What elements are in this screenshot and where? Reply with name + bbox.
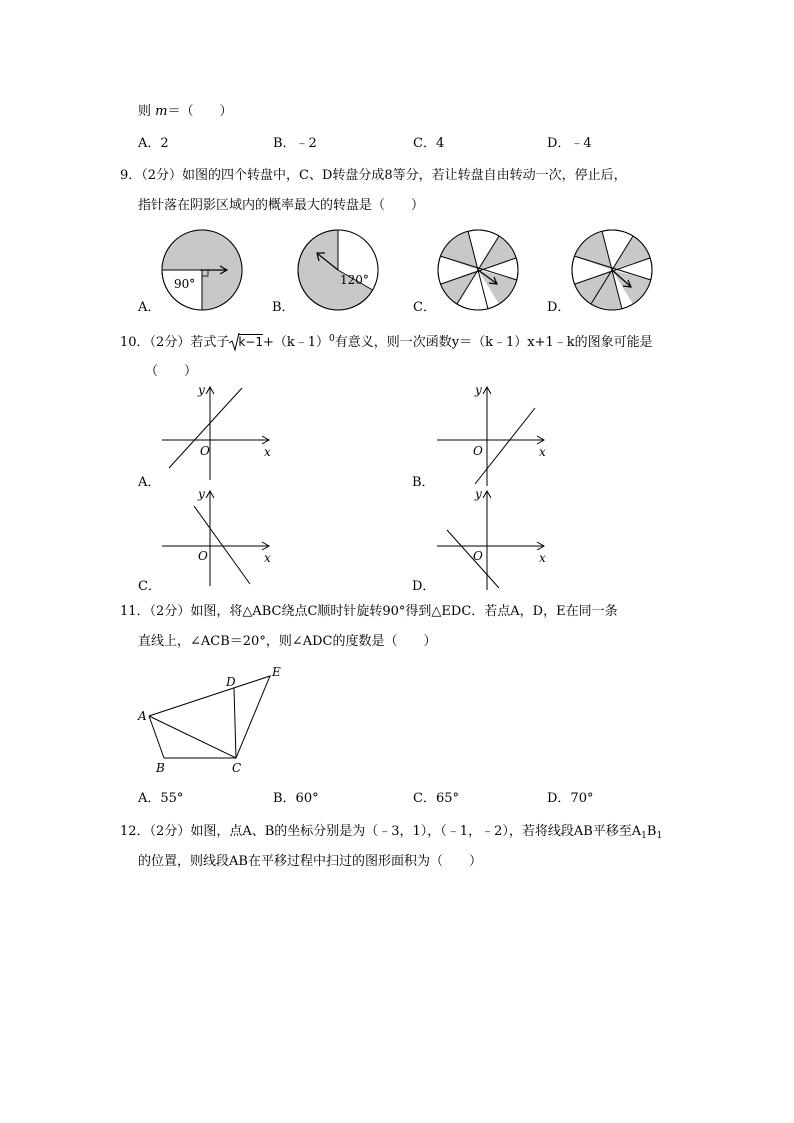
q10-graph-d [435,486,550,591]
point-d-label: D [226,675,236,689]
q11-stem-line1: 11．（2分）如图，将△ABC绕点C顺时针旋转90°得到△EDC．若点A，D，E在同一条 [120,604,618,619]
q8-option-b: B．﹣2 [273,136,317,151]
q9-option-d: D． [547,300,571,315]
q10-option-d: D． [412,579,436,594]
point-e-label: E [272,665,281,679]
q8-option-a: A．2 [138,136,169,151]
spinner-b [296,228,382,314]
spinner-c [436,228,522,314]
q9-option-b: B． [272,300,295,315]
q11-option-c: C．65° [413,791,459,806]
x-axis-label: x [539,551,546,565]
q10-stem-line2: （ ） [145,364,198,379]
q10-stem-line1: 10．（2分）若式子 k−1+（k﹣1）$^0$有意义，则一次函数y＝（k﹣1）x+1﹣k的图象可能是 [120,334,653,350]
q10-option-c: C． [138,579,161,594]
q11-option-b: B．60° [273,791,319,806]
q12-stem-line2: 的位置，则线段AB在平移过程中扫过的图形面积为（ ） [138,854,482,869]
sqrt-sign-icon [229,332,239,352]
x-axis-label: x [264,445,271,459]
x-axis-label: x [264,551,271,565]
q8-option-c: C．4 [413,136,445,151]
point-b-label: B [156,761,165,775]
q11-rotation-figure [134,662,294,782]
q8-option-d: D．﹣4 [547,136,592,151]
origin-label: O [200,444,210,458]
y-axis-label: y [475,383,482,397]
origin-label: O [473,444,483,458]
q9-option-a: A． [138,300,161,315]
q11-stem-line2: 直线上，∠ACB＝20°，则∠ADC的度数是（ ） [138,634,437,649]
spinner-a-angle-label: 90° [174,277,196,291]
x-axis-label: x [539,445,546,459]
point-c-label: C [232,761,242,775]
y-axis-label: y [475,487,482,501]
y-axis-label: y [198,383,205,397]
q12-stem-line1: 12．（2分）如图，点A、B的坐标分别是为（﹣3，1），（﹣1，﹣2），若将线段AB平移至$A_1B_1$ [120,824,663,841]
q8-stem-tail: 则 m＝（ ） [138,104,233,119]
origin-label: O [198,549,208,563]
origin-label: O [473,549,483,563]
q10-graph-c [160,486,275,586]
q9-stem-line1: 9．（2分）如图的四个转盘中，C、D转盘分成8等分，若让转盘自由转动一次，停止后， [120,168,627,183]
spinner-a [160,228,246,314]
q9-stem-line2: 指针落在阴影区域内的概率最大的转盘是（ ） [138,198,425,213]
q10-graph-b [435,382,550,487]
spinner-b-angle-label: 120° [340,273,369,287]
q11-option-a: A．55° [138,791,184,806]
q10-option-a: A． [138,475,161,490]
q10-option-b: B． [412,475,435,490]
point-a-label: A [138,709,147,723]
spinner-d [570,228,656,314]
q10-graph-a [160,382,275,482]
y-axis-label: y [198,487,205,501]
q11-option-d: D．70° [547,791,594,806]
q9-option-c: C． [413,300,436,315]
